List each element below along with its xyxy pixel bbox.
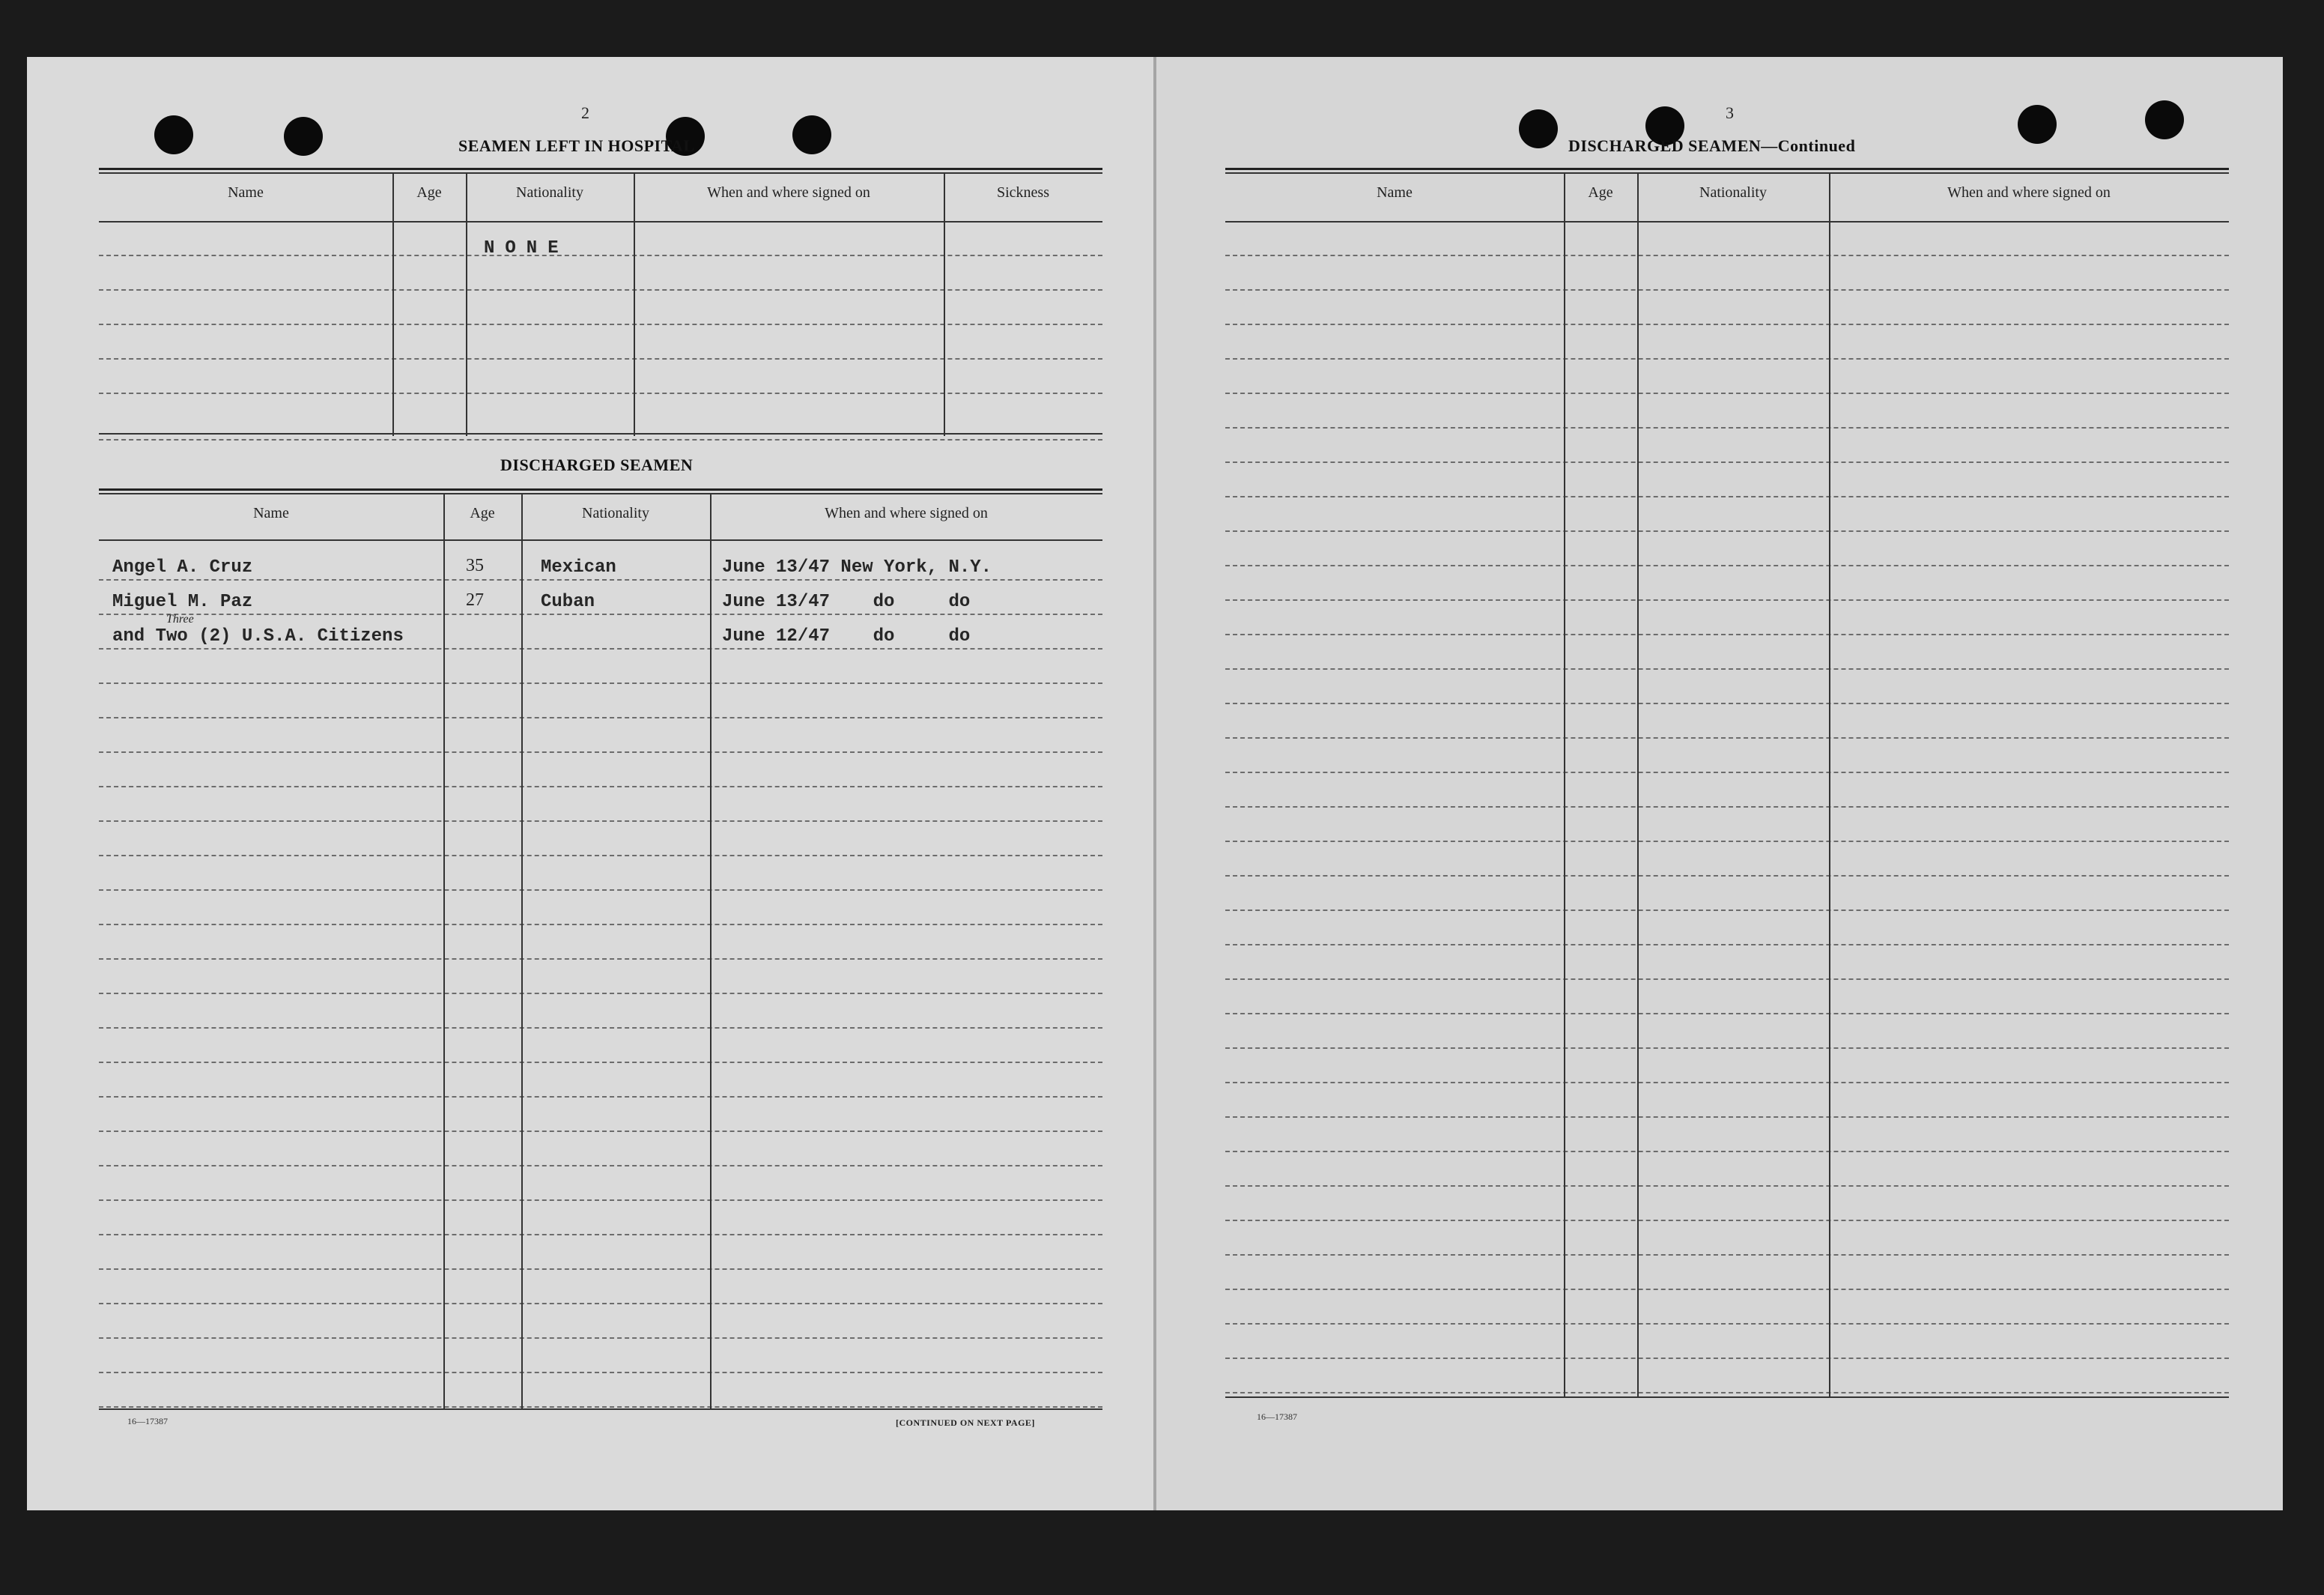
none-mark: NONE — [484, 238, 569, 258]
page-number: 3 — [1726, 103, 1734, 122]
form-number: 16—17387 — [127, 1416, 168, 1426]
left-page — [27, 57, 1153, 1510]
column-header: Nationality — [582, 505, 649, 521]
discharged-continued-title — [1568, 136, 1855, 156]
form-number: 16—17387 — [1257, 1411, 1297, 1422]
right-page — [1156, 57, 2283, 1510]
continued-note: [CONTINUED ON NEXT PAGE] — [896, 1417, 1035, 1428]
seaman-signed-on: June 13/47 New York, N.Y. — [722, 557, 992, 578]
seaman-name: Angel A. Cruz — [112, 557, 253, 578]
binder-hole — [2145, 100, 2184, 139]
binder-hole — [284, 117, 323, 156]
binder-hole — [1519, 109, 1558, 148]
column-header: Name — [1377, 184, 1413, 201]
column-header: When and where signed on — [1947, 184, 2111, 201]
page-number: 2 — [581, 103, 589, 122]
seaman-nationality: Cuban — [541, 592, 595, 612]
discharged-section-title: DISCHARGED SEAMEN — [500, 456, 694, 474]
seaman-name: and Two (2) U.S.A. Citizens — [112, 626, 404, 647]
interlinear-note: Three — [166, 613, 194, 626]
column-header: When and where signed on — [707, 184, 870, 201]
column-header: Nationality — [516, 184, 583, 201]
binder-hole — [154, 115, 193, 154]
column-header: Name — [228, 184, 264, 201]
section-title-suffix: —Continued — [1761, 136, 1856, 155]
column-header: Name — [253, 505, 289, 521]
seaman-age: 27 — [466, 590, 484, 610]
column-header: Age — [416, 184, 442, 201]
column-header: Sickness — [997, 184, 1049, 201]
seaman-signed-on: June 12/47 do do — [722, 626, 971, 647]
seaman-nationality: Mexican — [541, 557, 616, 578]
binder-hole — [792, 115, 831, 154]
seaman-signed-on: June 13/47 do do — [722, 592, 971, 612]
seaman-age: 35 — [466, 556, 484, 575]
column-header: Age — [1588, 184, 1613, 201]
section-title: DISCHARGED SEAMEN — [1568, 136, 1762, 155]
seaman-name: Miguel M. Paz — [112, 592, 253, 612]
column-header: Nationality — [1699, 184, 1767, 201]
document-spread — [27, 57, 2283, 1510]
binder-hole — [2018, 105, 2057, 144]
column-header: When and where signed on — [825, 505, 988, 521]
column-header: Age — [470, 505, 495, 521]
hospital-section-title: SEAMEN LEFT IN HOSPITAL — [458, 136, 695, 155]
